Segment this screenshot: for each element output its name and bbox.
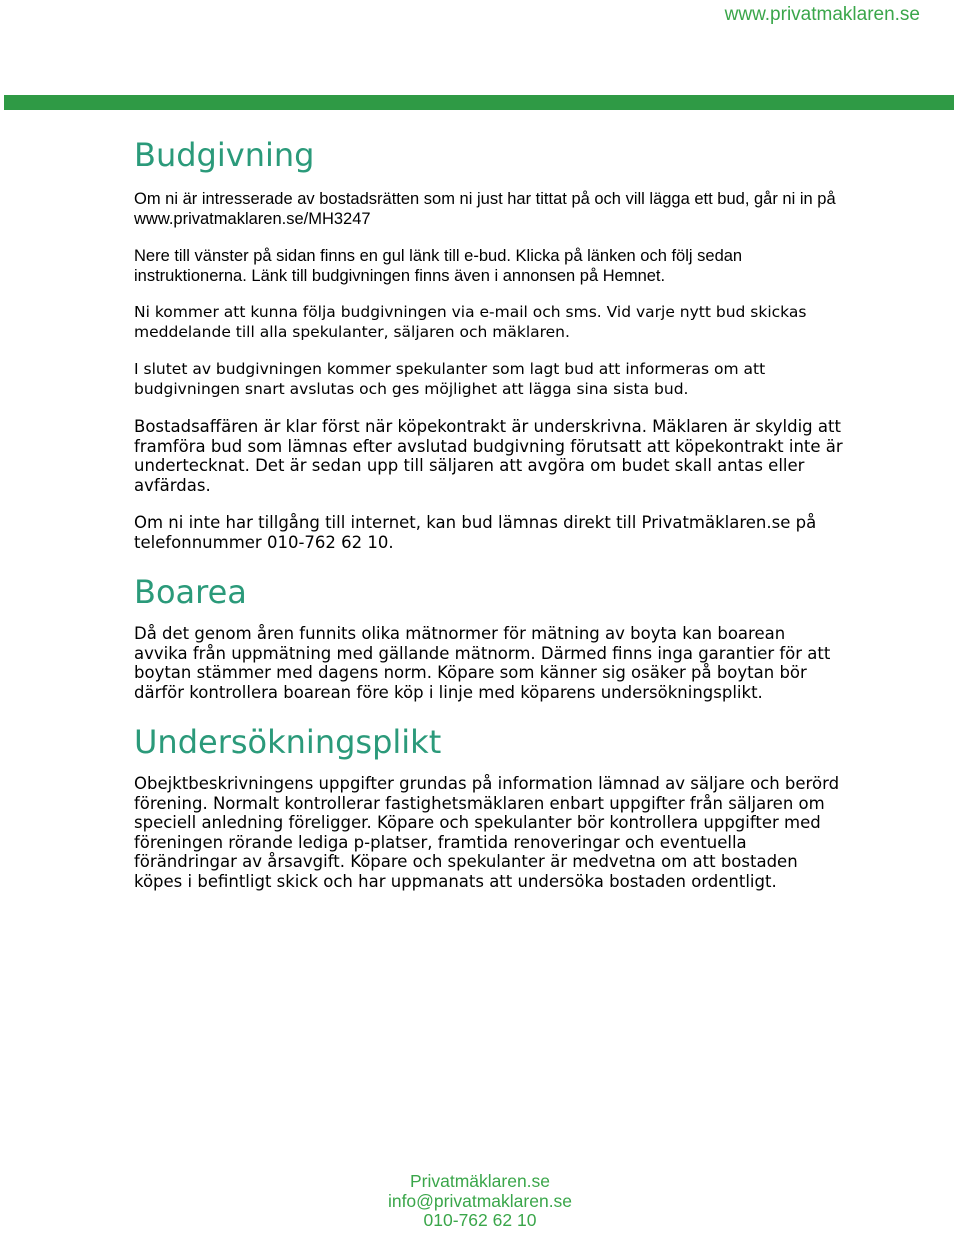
budgivning-paragraph-3: Ni kommer att kunna följa budgivningen via e-mail och sms. Vid varje nytt bud skickas meddelande till alla spekulanter, säljaren och mäklaren. (134, 303, 807, 341)
budgivning-paragraph-1: Om ni är intresserade av bostadsrätten som ni just har tittat på och vill lägga ett bud, går ni in på www.privatmaklaren.se/MH3247 (134, 190, 836, 228)
boarea-paragraph: Då det genom åren funnits olika mätnormer för mätning av boyta kan boarean avvika från uppmätning med gällande mätnorm. Därmed finns inga garantier för att boytan stämmer med dagens norm. Köpare som känner sig osäker på boytan bör därför kontrollera boarean före köp i linje med köparens undersökningsplikt. (134, 624, 831, 702)
header-website-link[interactable]: www.privatmaklaren.se (724, 4, 920, 25)
heading-budgivning: Budgivning (134, 136, 315, 174)
footer-contact (0, 1172, 960, 1231)
footer-email-link[interactable]: info@privatmaklaren.se (387, 1190, 573, 1211)
budgivning-paragraph-2: Nere till vänster på sidan finns en gul länk till e-bud. Klicka på länken och följ sedan instruktionerna. Länk till budgivningen finns även i annonsen på Hemnet. (134, 247, 743, 285)
budgivning-paragraph-4: I slutet av budgivningen kommer spekulanter som lagt bud att informeras om att budgivningen snart avslutas och ges möjlighet att lägga sina sista bud. (134, 360, 766, 398)
heading-boarea: Boarea (134, 573, 247, 611)
main-content (134, 135, 844, 909)
budgivning-paragraph-6: Om ni inte har tillgång till internet, kan bud lämnas direkt till Privatmäklaren.se på telefonnummer 010-762 62 10. (134, 513, 817, 552)
footer-phone: 010-762 62 10 (423, 1210, 537, 1230)
undersokningsplikt-paragraph: Obejktbeskrivningens uppgifter grundas på information lämnad av säljare och berörd förening. Normalt kontrollerar fastighetsmäklaren enbart uppgifter från säljaren om speciell anledning föreligger. Köpare och spekulanter bör kontrollera uppgifter med föreningen rörande lediga p-platser, framtida renoveringar och eventuella förändringar av årsavgift. Köpare och spekulanter är medvetna om att bostaden köpes i befintligt skick och har uppmanats att undersöka bostaden ordentligt. (134, 774, 840, 891)
footer-company-name: Privatmäklaren.se (409, 1171, 551, 1191)
header-divider-bar (4, 95, 954, 110)
budgivning-paragraph-5: Bostadsaffären är klar först när köpekontrakt är underskrivna. Mäklaren är skyldig att framföra bud som lämnas efter avslutad budgivning förutsatt att köpekontrakt inte är undertecknat. Det är sedan upp till säljaren att avgöra om budet skall antas eller avfärdas. (134, 417, 843, 495)
heading-undersokningsplikt: Undersökningsplikt (134, 723, 442, 761)
